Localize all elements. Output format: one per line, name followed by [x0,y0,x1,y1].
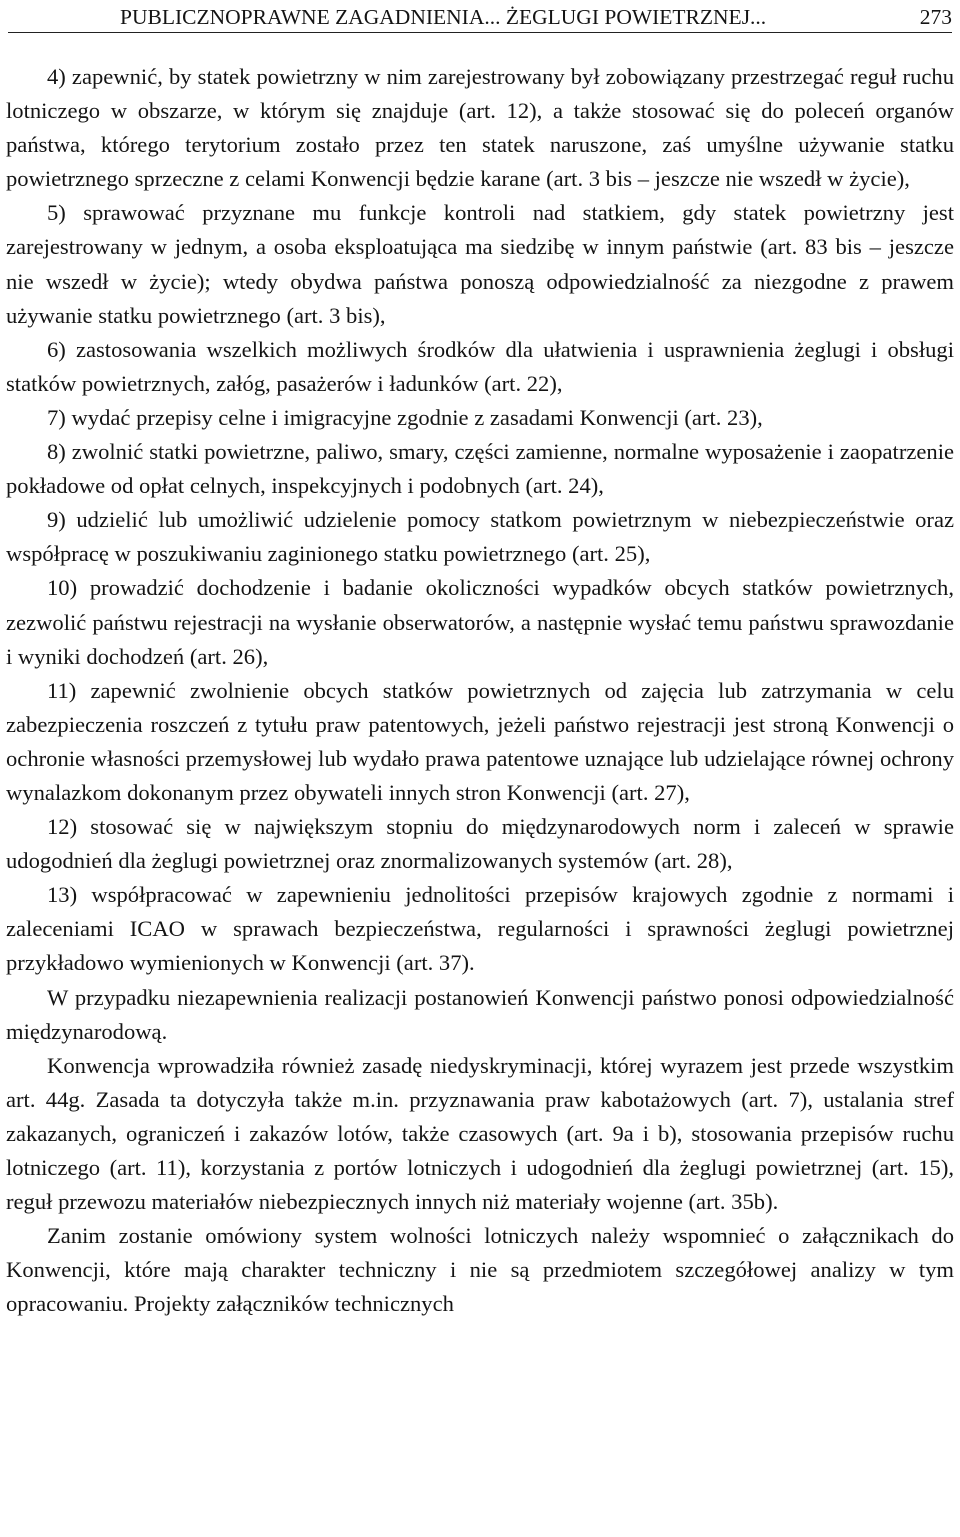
paragraph-responsibility: W przypadku niezapewnienia realizacji postanowień Konwencji państwo ponosi odpowiedzialność międzynarodową. [6,984,954,1044]
paragraph-item-12: 12) stosować się w największym stopniu do międzynarodowych norm i zaleceń w sprawie udogodnień dla żeglugi powietrznej oraz znormalizowanych systemów (art. 28), [6,814,954,874]
paragraph-item-11: 11) zapewnić zwolnienie obcych statków powietrznych od zajęcia lub zatrzymania w celu zabezpieczenia roszczeń z tytułu praw patentowych, jeżeli państwo rejestracji jest stroną Konwencji o ochronie własności przemysłowej lub wydało prawa patentowe uznające lub udzielające równej ochrony wynalazkom dokonanym przez obywateli innych stron Konwencji (art. 27), [6,677,954,805]
paragraph-annexes: Zanim zostanie omówiony system wolności lotniczych należy wspomnieć o załącznikach do Konwencji, które mają charakter techniczny i nie są przedmiotem szczegółowej analizy w tym opracowaniu. Projekty załączników technicznych [6,1223,954,1317]
paragraph-item-6: 6) zastosowania wszelkich możliwych środków dla ułatwienia i usprawnienia żeglugi i obsługi statków powietrznych, załóg, pasażerów i ładunków (art. 22), [6,336,954,396]
running-header [8,2,952,33]
paragraph-item-4: 4) zapewnić, by statek powietrzny w nim zarejestrowany był zobowiązany przestrzegać reguł ruchu lotniczego w obszarze, w którym się znajduje (art. 12), a także stosować się do poleceń organów państwa, którego terytorium zostało przez ten statek naruszone, zaś umyślne używanie statku powietrznego sprzeczne z celami Konwencji będzie karane (art. 3 bis – jeszcze nie wszedł w życie), [6,64,954,192]
paragraph-item-5: 5) sprawować przyznane mu funkcje kontroli nad statkiem, gdy statek powietrzny jest zarejestrowany w jednym, a osoba eksploatująca ma siedzibę w innym państwie (art. 83 bis – jeszcze nie wszedł w życie); wtedy obydwa państwa ponoszą odpowiedzialność za niezgodne z prawem używanie statku powietrznego (art. 3 bis), [6,200,954,328]
paragraph-item-8: 8) zwolnić statki powietrzne, paliwo, smary, części zamienne, normalne wyposażenie i zaopatrzenie pokładowe od opłat celnych, inspekcyjnych i podobnych (art. 24), [6,439,954,499]
paragraph-item-9: 9) udzielić lub umożliwić udzielenie pomocy statkom powietrznym w niebezpieczeństwie oraz współpracę w poszukiwaniu zaginionego statku powietrznego (art. 25), [6,507,954,567]
paragraph-non-discrimination: Konwencja wprowadziła również zasadę niedyskryminacji, której wyrazem jest przede wszystkim art. 44g. Zasada ta dotyczyła także m.in. przyznawania praw kabotażowych (art. 7), ustalania stref zakazanych, ograniczeń i zakazów lotów, także czasowych (art. 9a i b), stosowania przepisów ruchu lotniczego (art. 11), korzystania z portów lotniczych i udogodnień dla żeglugi powietrznej (art. 15), reguł przewozu materiałów niebezpiecznych innych niż materiały wojenne (art. 35b). [6,1052,954,1215]
body-text [6,60,954,1321]
paragraph-item-13: 13) współpracować w zapewnieniu jednolitości przepisów krajowych zgodnie z normami i zaleceniami ICAO w sprawach bezpieczeństwa, regularności i sprawności żeglugi powietrznej przykładowo wymienionych w Konwencji (art. 37). [6,882,954,976]
paragraph-item-10: 10) prowadzić dochodzenie i badanie okoliczności wypadków obcych statków powietrznych, zezwolić państwu rejestracji na wysłanie obserwatorów, a następnie wysłać temu państwu sprawozdanie i wyniki dochodzeń (art. 26), [6,575,954,669]
header-title: PUBLICZNOPRAWNE ZAGADNIENIA... ŻEGLUGI POWIETRZNEJ... [120,5,767,29]
page-number: 273 [919,5,952,29]
paragraph-item-7: 7) wydać przepisy celne i imigracyjne zgodnie z zasadami Konwencji (art. 23), [47,404,763,430]
